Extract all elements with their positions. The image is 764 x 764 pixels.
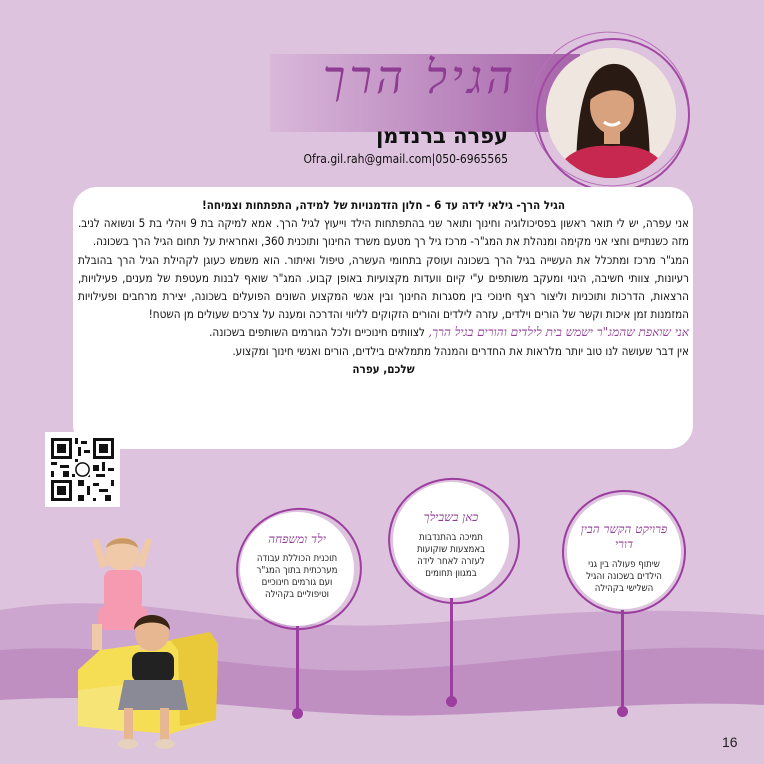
circle-1-title: פרויקט הקשר הבין דורי [580,522,668,551]
article-body [78,196,689,378]
page-number: 16 [722,734,738,750]
circle-dot-1 [617,706,628,717]
vision-script-text: אני שואפת שהמג"ר ישמש בית לילדים והורים בגיל הרך, [428,325,689,340]
circle-3-title: ילד ומשפחה [268,532,326,546]
paragraph-center: המג"ר מרכז ומתכלל את העשייה בגיל הרך בשכונה ועוסק בתחומי העשרה, טיפול ואיתור. הוא משמש כעוגן לקהילת הגיל הרך בהובלת רעיונות, צוותי חשיבה, היגוי ומעקב משותפים ע"י קיום וועדות מקצועיות באופן קבוע. המג"ר שואף לבנות מעטפת של מענים, פעילויות, הרצאות, הדרכות ותוכניות וליצור רצף חינוכי בין מסגרות החינוך ובין אנשי המקצוע השונים הפועלים בשכונה, יצירת מרחבים ופעילויות המזמנות זמן איכות וקשר של הורים וילדים, עזרה לילדים והורים הזקוקים לליווי והדרכה ומענה על צרכים שעולים מן השטח! [78,252,689,322]
children-photo [70,520,230,756]
article-headline: הגיל הרך- גילאי לידה עד 6 - חלון הזדמנויות של למידה, התפתחות וצמיחה! [202,198,565,212]
circle-stem-2 [450,598,453,704]
circle-2-title: כאן בשבילך [423,510,479,524]
vision-rest-text: לצוותים חינוכיים ולכל הגורמים השותפים בשכונה. [209,325,429,340]
circle-dot-2 [446,696,457,707]
paragraph-closing: אין דבר שעושה לנו טוב יותר מלראות את החדרים והמנהל מתמלאים בילדים, הורים ואנשי חינוך ומקצוע. [232,343,689,358]
circle-2-body: תמיכה בהתנדבות באמצעות שוקועות לעזרה לאחר לידה במגוון תחומים [416,532,486,579]
email-link[interactable]: Ofra.gil.rah@gmail.com [303,152,432,166]
paragraph-vision [78,323,689,341]
signoff: שלכם, עפרה [352,361,415,376]
contact-line [278,152,508,166]
author-name: עפרה ברנדמן [376,124,508,148]
page-title: הגיל הרך [322,50,518,104]
circle-3-body: תוכנית הכוללת עבודה מערכתית בתוך המג"ר ועם גורמים חינוכיים וטיפוליים בקהילה [256,553,338,600]
author-photo [546,48,676,178]
circle-stem-1 [621,610,624,714]
circle-stem-3 [296,626,299,716]
circle-1-body: שיתוף פעולה בין גני הילדים בשכונה והגיל השלישי בקהילה [586,559,662,594]
contact-separator: | [431,152,436,166]
paragraph-intro: אני עפרה, יש לי תואר ראשון בפסיכולוגיה וחינוך ותואר שני בהתפתחות הילד וייעוץ לגיל הרך. אמא למיקה בת 9 ויהלי בת 5 ונשואה לניב. מזה כשנתיים וחצי אני מקימה ומנהלת את המג"ר- מרכז גיל רך מטעם משרד החינוך ותוכנית 360, ואחראית על תחום הגיל הרך בשכונה. [78,216,690,249]
circle-dot-3 [292,708,303,719]
phone-link[interactable]: 050-6965565 [435,152,508,166]
qr-code-icon[interactable] [45,432,120,507]
